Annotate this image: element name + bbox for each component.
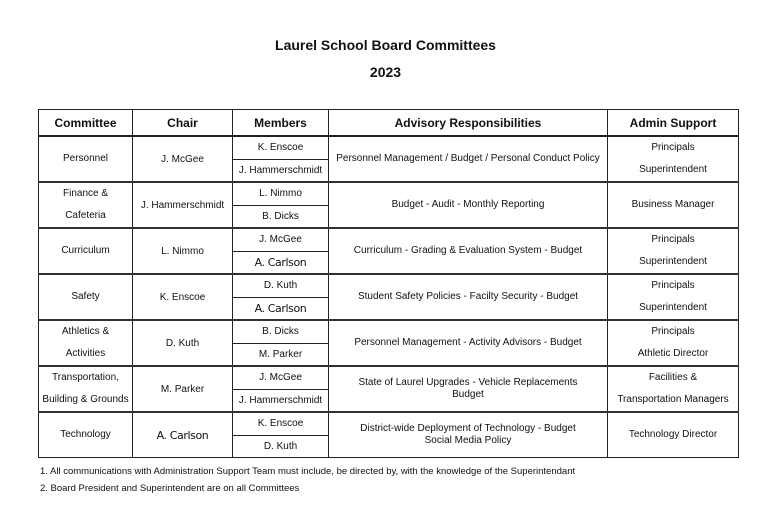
- committee-name: Cafeteria: [65, 210, 106, 221]
- committee-name-cell: [39, 366, 133, 412]
- responsibilities-cell: [329, 412, 608, 458]
- responsibility-line: Student Safety Policies - Facilty Security - Budget: [357, 291, 579, 302]
- committee-row: [39, 412, 739, 435]
- committee-name-cell: [39, 274, 133, 320]
- committee-row: [39, 366, 739, 389]
- committee-name: Transportation,: [52, 372, 119, 383]
- committee-row: [39, 320, 739, 343]
- member-cell: A. Carlson: [233, 251, 329, 274]
- admin-support-line: Business Manager: [631, 199, 715, 210]
- admin-support-line: Principals: [651, 142, 695, 153]
- committee-name-cell: [39, 320, 133, 366]
- responsibility-line: Budget: [452, 389, 484, 400]
- header-admin-support: Admin Support: [608, 110, 739, 137]
- header-members: Members: [233, 110, 329, 137]
- admin-support-cell: [608, 320, 739, 366]
- admin-support-cell: [608, 228, 739, 274]
- header-committee: Committee: [39, 110, 133, 137]
- admin-support-cell: [608, 366, 739, 412]
- responsibility-line: Personnel Management - Activity Advisors - Budget: [354, 337, 582, 348]
- responsibilities-cell: [329, 228, 608, 274]
- chair-cell: K. Enscoe: [133, 274, 233, 320]
- admin-support-line: Superintendent: [639, 164, 707, 175]
- committee-name: Safety: [71, 291, 100, 302]
- admin-support-line: Transportation Managers: [617, 394, 729, 405]
- committees-table: [38, 109, 739, 458]
- admin-support-cell: [608, 274, 739, 320]
- committee-name-cell: [39, 182, 133, 228]
- footnote: 1. All communications with Administration Support Team must include, be directed by, with the knowledge of the Superintendant: [40, 466, 576, 477]
- footnotes: [40, 463, 575, 497]
- responsibilities-cell: [329, 366, 608, 412]
- member-cell: K. Enscoe: [233, 412, 329, 435]
- responsibilities-cell: [329, 274, 608, 320]
- header-chair: Chair: [133, 110, 233, 137]
- admin-support-cell: [608, 136, 739, 182]
- responsibility-line: Social Media Policy: [424, 435, 512, 446]
- member-cell: K. Enscoe: [233, 136, 329, 159]
- member-cell: J. Hammerschmidt: [233, 159, 329, 182]
- document-title: Laurel School Board Committees: [275, 37, 496, 53]
- committee-name-cell: [39, 136, 133, 182]
- chair-cell: A. Carlson: [133, 412, 233, 458]
- responsibilities-cell: [329, 136, 608, 182]
- admin-support-cell: [608, 412, 739, 458]
- admin-support-line: Facilities &: [648, 372, 698, 383]
- member-cell: A. Carlson: [233, 297, 329, 320]
- member-cell: L. Nimmo: [233, 182, 329, 205]
- committee-name: Curriculum: [61, 245, 110, 256]
- header-advisory-responsibilities: Advisory Responsibilities: [329, 110, 608, 137]
- document-year: 2023: [369, 64, 402, 80]
- admin-support-line: Superintendent: [639, 256, 707, 267]
- member-cell: B. Dicks: [233, 205, 329, 228]
- committee-name: Technology: [60, 429, 111, 440]
- responsibility-line: Personnel Management / Budget / Personal Conduct Policy: [336, 153, 600, 164]
- chair-cell: J. McGee: [133, 136, 233, 182]
- responsibility-line: Curriculum - Grading & Evaluation System - Budget: [353, 245, 583, 256]
- committee-name: Building & Grounds: [42, 394, 129, 405]
- chair-cell: L. Nimmo: [133, 228, 233, 274]
- chair-cell: J. Hammerschmidt: [133, 182, 233, 228]
- responsibility-line: Budget - Audit - Monthly Reporting: [391, 199, 545, 210]
- committee-row: [39, 182, 739, 205]
- admin-support-line: Principals: [651, 234, 695, 245]
- admin-support-line: Technology Director: [628, 429, 718, 440]
- admin-support-line: Principals: [651, 280, 695, 291]
- member-cell: B. Dicks: [233, 320, 329, 343]
- admin-support-line: Superintendent: [639, 302, 707, 313]
- committee-name: Activities: [65, 348, 106, 359]
- admin-support-line: Athletic Director: [637, 348, 709, 359]
- responsibilities-cell: [329, 182, 608, 228]
- committee-name: Athletics &: [61, 326, 110, 337]
- committee-row: [39, 274, 739, 297]
- header-row: [39, 110, 739, 137]
- admin-support-line: Principals: [651, 326, 695, 337]
- responsibility-line: District-wide Deployment of Technology - Budget: [360, 423, 576, 434]
- committee-name-cell: [39, 228, 133, 274]
- committee-name: Personnel: [62, 153, 109, 164]
- member-cell: J. McGee: [233, 228, 329, 251]
- member-cell: M. Parker: [233, 343, 329, 366]
- chair-cell: D. Kuth: [133, 320, 233, 366]
- member-cell: J. McGee: [233, 366, 329, 389]
- committee-name: Finance &: [62, 188, 109, 199]
- responsibilities-cell: [329, 320, 608, 366]
- member-cell: J. Hammerschmidt: [233, 389, 329, 412]
- chair-cell: M. Parker: [133, 366, 233, 412]
- committee-row: [39, 228, 739, 251]
- committee-name-cell: [39, 412, 133, 458]
- committee-row: [39, 136, 739, 159]
- footnote: 2. Board President and Superintendent are on all Committees: [40, 483, 300, 494]
- member-cell: D. Kuth: [233, 274, 329, 297]
- member-cell: D. Kuth: [233, 435, 329, 458]
- admin-support-cell: [608, 182, 739, 228]
- responsibility-line: State of Laurel Upgrades - Vehicle Replacements: [358, 377, 578, 388]
